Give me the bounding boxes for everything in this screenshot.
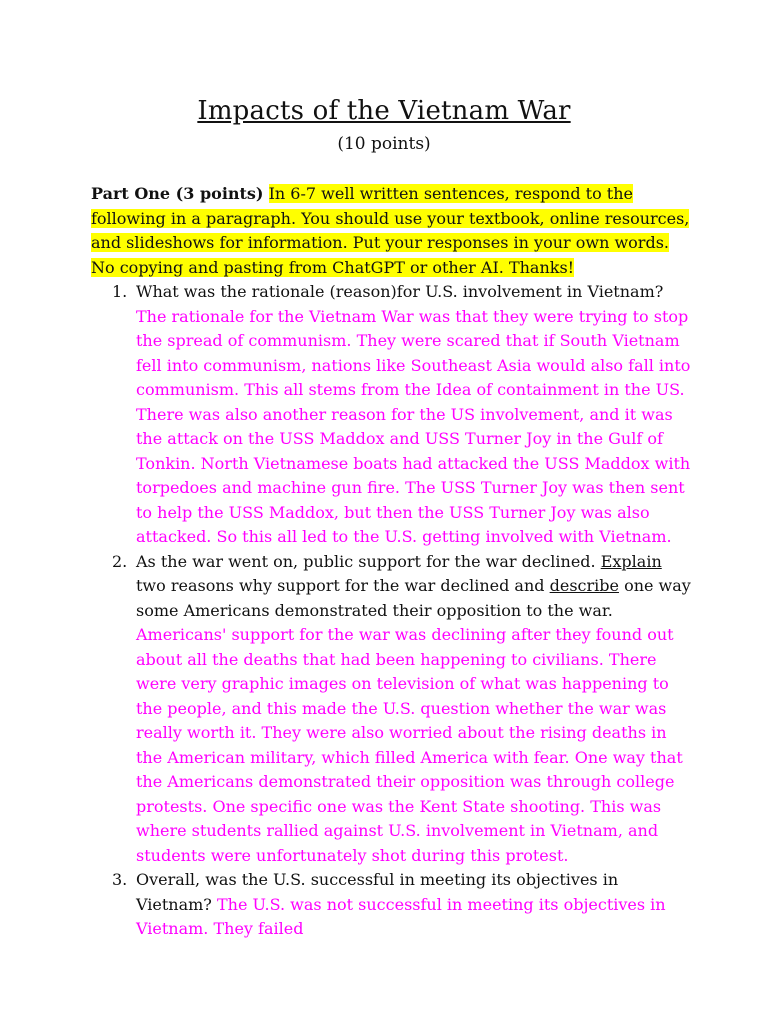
question-text-part-a: As the war went on, public support for the war declined. [136,551,596,571]
question-number: 3. [112,870,128,889]
question-item-3 [91,868,691,942]
document-title: Impacts of the Vietnam War [197,96,571,126]
question-text-part-b: two reasons why support for the war declined and [136,576,545,595]
question-keyword-explain: Explain [600,551,662,571]
answer-text: The rationale for the Vietnam War was that they were trying to stop the spread of communism. They were scared that if South Vietnam fell into communism, nations like Southeast Asia would also fall into communism. This all stems from the Idea of containment in the US. There was also another reason for the US involvement, and it was the attack on the USS Maddox and USS Turner Joy in the Gulf of Tonkin. North Vietnamese boats had attacked the USS Maddox with torpedoes and machine gun fire. The USS Turner Joy was then sent to help the USS Maddox, but then the USS Turner Joy was also attacked. So this all led to the U.S. getting involved with Vietnam. [136,306,691,546]
answer-text: Americans' support for the war was declining after they found out about all the deaths that had been happening to civilians. There were very graphic images on television of what was happening to the people, and this made the U.S. question whether the war was really worth it. They were also worried about the rising deaths in the American military, which filled America with fear. One way that the Americans demonstrated their opposition was through college protests. One specific one was the Kent State shooting. This was where students rallied against U.S. involvement in Vietnam, and students were unfortunately shot during this protest. [136,625,683,865]
question-list [91,280,691,942]
question-number: 2. [112,551,128,571]
answer-text: The U.S. was not successful in meeting its objectives in Vietnam. They failed [136,894,666,938]
part-one-label: Part One (3 points) [91,184,264,203]
question-text: Overall, was the U.S. successful in meeting its objectives in Vietnam? [136,870,619,914]
part-one-intro [91,182,691,280]
question-text: What was the rationale (reason)for U.S. involvement in Vietnam? [136,282,664,301]
part-one-instructions: In 6-7 well written sentences, respond to the following in a paragraph. You should use your textbook, online resources, and slideshows for information. Put your responses in your own words. No copying and pasting from ChatGPT or other AI. Thanks! [91,184,690,277]
points-subtitle: (10 points) [337,134,431,154]
question-item-2 [91,550,691,869]
question-keyword-describe: describe [549,576,619,595]
question-number: 1. [112,282,128,301]
question-text-part-c: one way some Americans demonstrated their opposition to the war. [136,576,691,620]
question-item-1 [91,280,691,550]
